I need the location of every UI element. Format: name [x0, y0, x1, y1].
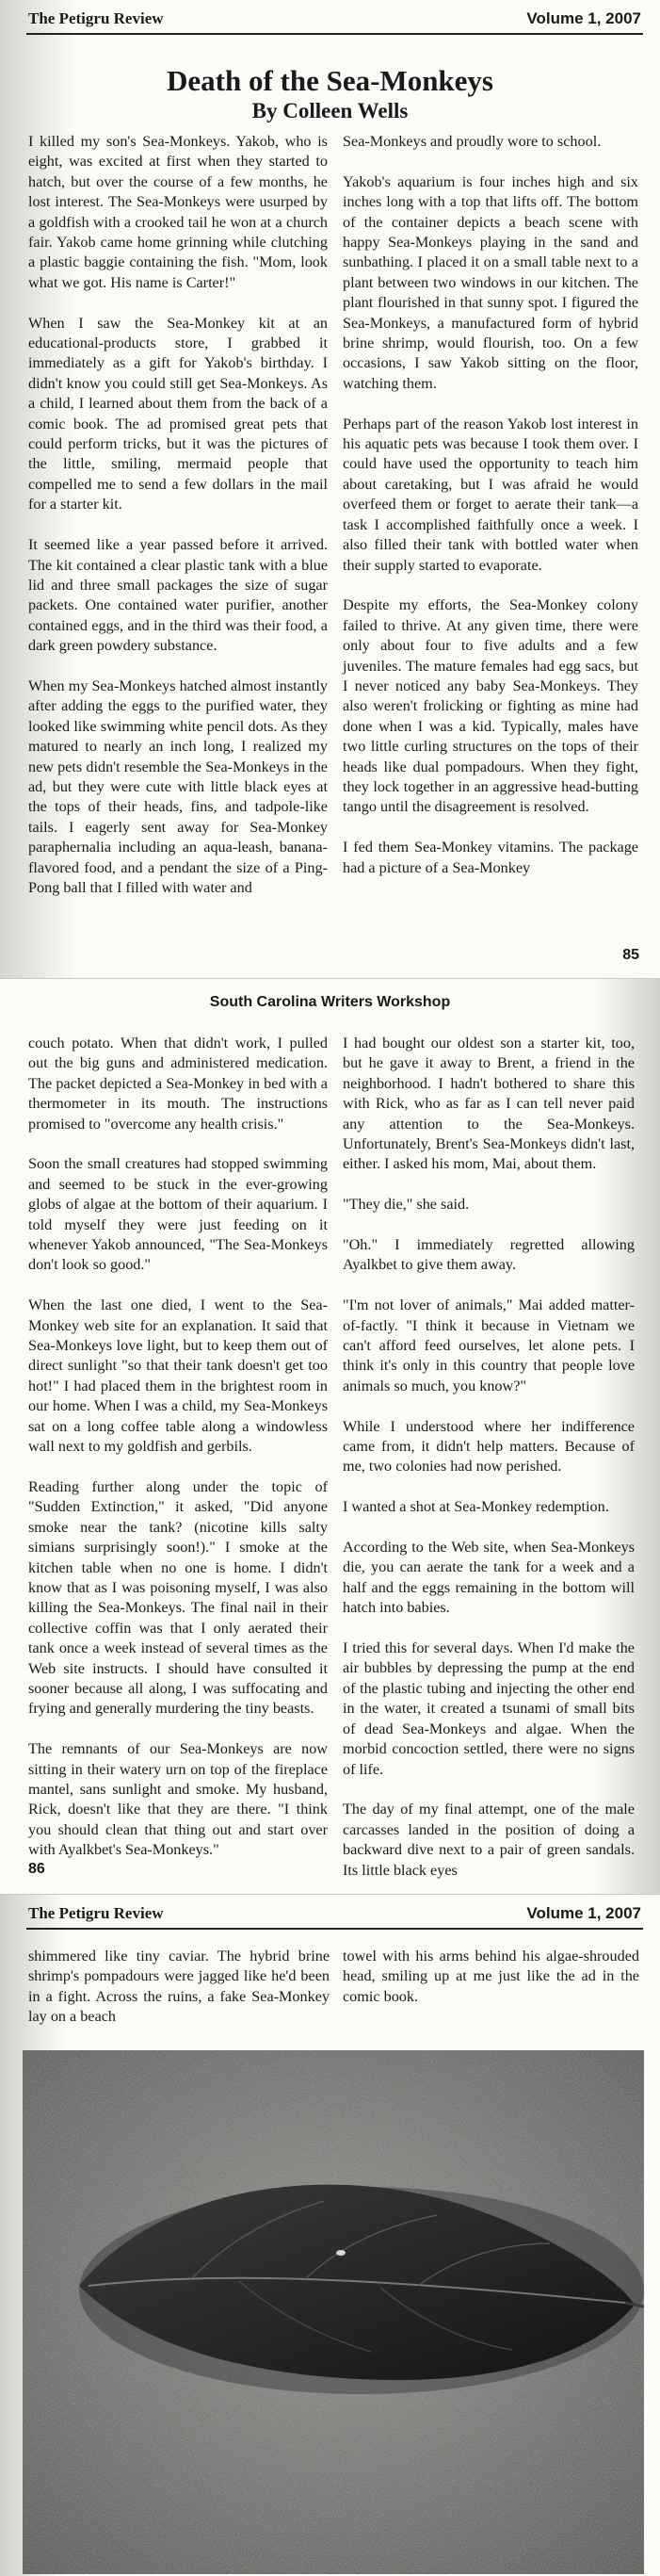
volume-label: Volume 1, 2007 — [526, 1904, 641, 1922]
paragraph: Soon the small creatures had stopped swimming and seemed to be stuck in the ever-growing globs of algae at the bottom of their aquarium. I told myself they were just feeding on it whenever Yakob announced, "The Sea-Monkeys don't look so good." — [28, 1155, 328, 1274]
page-86 — [0, 979, 660, 1895]
paragraph: Reading further along under the topic of "Sudden Extinction," it asked, "Did anyone smoke near the tank? (nicotine kills salty simians surprisingly soon!)." I smoke at the kitchen table when no one is home. I didn't know that as I was poisoning myself, I was also killing the Sea-Monkeys. The final nail in their collective coffin was that I only aerated their tank once a week instead of several times as the Web site instructs. I should have consulted it sooner because all along, I was suffocating and frying and generally murdering the tiny beasts. — [28, 1477, 328, 1718]
paragraph: "They die," she said. — [343, 1196, 470, 1214]
paragraph: The remnants of our Sea-Monkeys are now sitting in their watery urn on top of the fireplace mantel, sans sunlight and smoke. My husband, Rick, doesn't like that they are there. "I think you should clean that thing out and start over with Ayalkbet's Sea-Monkeys." — [28, 1740, 328, 1859]
paragraph: shimmered like tiny caviar. The hybrid brine shrimp's pompadours were jagged like he'd been in a fight. Across the ruins, a fake Sea-Monkey lay on a beach — [28, 1948, 330, 2026]
paragraph: "Oh." I immediately regretted allowing Ayalkbet to give them away. — [343, 1236, 635, 1274]
paragraph: I fed them Sea-Monkey vitamins. The package had a picture of a Sea-Monkey — [343, 839, 638, 876]
right-column — [343, 1947, 639, 2007]
article-title: Death of the Sea-Monkeys — [167, 64, 493, 97]
paragraph: I killed my son's Sea-Monkeys. Yakob, who is eight, was excited at first when they started to hatch, but over the course of a few months, he lost interest. The Sea-Monkeys were usurped by a goldfish with a crooked tail he won at a church fair. Yakob came home grinning while clutching a plastic baggie containing the fish. "Mom, look what we got. His name is Carter!" — [28, 133, 328, 291]
volume-label: Volume 1, 2007 — [526, 9, 641, 27]
right-column — [343, 1034, 635, 1881]
paragraph: While I understood where her indifference came from, it didn't help matters. Because of me, two colonies had now perished. — [343, 1417, 635, 1475]
paragraph: The day of my final attempt, one of the male carcasses landed in the position of doing a backward dive next to a pair of green sandals. Its little black eyes — [343, 1801, 635, 1879]
running-header: South Carolina Writers Workshop — [209, 994, 451, 1010]
paragraph: Sea-Monkeys and proudly wore to school. — [343, 133, 602, 150]
paragraph: I wanted a shot at Sea-Monkey redemption. — [343, 1498, 609, 1516]
header-rule — [26, 1928, 643, 1930]
left-column — [28, 1034, 328, 1861]
page-number: 86 — [28, 1861, 45, 1877]
paragraph: I had bought our oldest son a starter kit, too, but he gave it away to Brent, a friend in the neighborhood. I hadn't bothered to share this with Rick, who as far as I can tell never paid any attention to the Sea-Monkeys. Unfortunately, Brent's Sea-Monkeys didn't last, either. I asked his mom, Mai, about them. — [343, 1035, 635, 1173]
paragraph: I tried this for several days. When I'd make the air bubbles by depressing the pump at the end of the plastic tubing and injecting the other end in the water, it created a tsunami of small bits of dead Sea-Monkeys and algae. When the morbid concoction settled, there were no signs of life. — [343, 1639, 635, 1778]
journal-title: The Petigru Review — [28, 1904, 164, 1922]
paragraph: According to the Web site, when Sea-Monkeys die, you can aerate the tank for a week and a half and the eggs remaining in the bottom will hatch into babies. — [343, 1539, 635, 1617]
paragraph: Yakob's aquarium is four inches high and six inches long with a top that lifts off. The bottom of the container depicts a beach scene with happy Sea-Monkeys playing in the sand and sunbathing. I placed it on a small table next to a plant between two windows in our kitchen. The plant flourished in that sunny spot. I figured the Sea-Monkeys, a manufactured form of hybrid brine shrimp, would flourish, too. On a few occasions, I saw Yakob sitting on the floor, watching them. — [343, 172, 638, 392]
page-number: 85 — [622, 947, 639, 963]
paragraph: Perhaps part of the reason Yakob lost interest in his aquatic pets was because I took them over. I could have used the opportunity to teach him about caretaking, but I was afraid he would overfeed them or forget to aerate their tank—a task I accomplished faithfully once a week. I also filled their tank with bottled water when their supply started to evaporate. — [343, 415, 638, 574]
paragraph: Despite my efforts, the Sea-Monkey colony failed to thrive. At any given time, there were only about four to five adults and a few juveniles. The mature females had egg sacs, but I never noticed any baby Sea-Monkeys. They also weren't frolicking or fighting as mine had done when I was a kid. Typically, males have two little curling structures on the tops of their heads like dual pompadours. When they fight, they lock together in an aggressive head-butting tango until the disagreement is resolved. — [343, 596, 638, 816]
leaf-photograph — [23, 2050, 644, 2574]
paragraph: When I saw the Sea-Monkey kit at an educational-products store, I grabbed it immediately as a gift for Yakob's birthday. I didn't know you could still get Sea-Monkeys. As a child, I learned about them from the back of a comic book. The ad promised great pets that could perform tricks, but it was the pictures of the little, smiling, mermaid people that compelled me to send a few dollars in the mail for a starter kit. — [28, 314, 328, 514]
journal-title: The Petigru Review — [28, 9, 164, 27]
article-byline: By Colleen Wells — [251, 99, 409, 122]
left-column — [28, 132, 328, 898]
left-column — [28, 1947, 330, 2028]
paragraph: When the last one died, I went to the Sea-Monkey web site for an explanation. It said that Sea-Monkeys love light, but to keep them out of direct sunlight "so that their tank doesn't get too hot!" I had placed them in the brightest room in our home. When I was a child, my Sea-Monkeys sat on a long coffee table along a windowless wall next to my goldfish and gerbils. — [28, 1296, 328, 1456]
paragraph: towel with his arms behind his algae-shrouded head, smiling up at me just like the ad in the comic book. — [343, 1948, 639, 2005]
right-column — [343, 132, 638, 878]
paragraph: It seemed like a year passed before it arrived. The kit contained a clear plastic tank with a blue lid and three small packages the size of sugar packets. One contained water purifier, another contained eggs, and in the third was their food, a dark green powdery substance. — [28, 536, 328, 655]
paragraph: When my Sea-Monkeys hatched almost instantly after adding the eggs to the purified water, they looked like swimming white pencil dots. As they matured to nearly an inch long, I realized my new pets didn't resemble the Sea-Monkeys in the ad, but they were cute with little black eyes at the tops of their heads, fins, and tadpole-like tails. I eagerly sent away for Sea-Monkey paraphernalia including an aqua-leash, banana-flavored food, and a pendant the size of a Ping-Pong ball that I filled with water and — [28, 677, 328, 896]
paragraph: "I'm not lover of animals," Mai added matter-of-factly. "I think it because in Vietnam we can't afford feed ourselves, let alone pets. I think it's only in this country that people love animals so much, you know?" — [343, 1296, 635, 1394]
header-rule — [26, 33, 643, 35]
paragraph: couch potato. When that didn't work, I pulled out the big guns and administered medication. The packet depicted a Sea-Monkey in bed with a thermometer in its mouth. The instructions promised to "overcome any health crisis." — [28, 1035, 328, 1133]
page-87 — [0, 1895, 660, 2576]
leaf-photo-image — [23, 2050, 644, 2574]
page-85 — [0, 0, 660, 979]
